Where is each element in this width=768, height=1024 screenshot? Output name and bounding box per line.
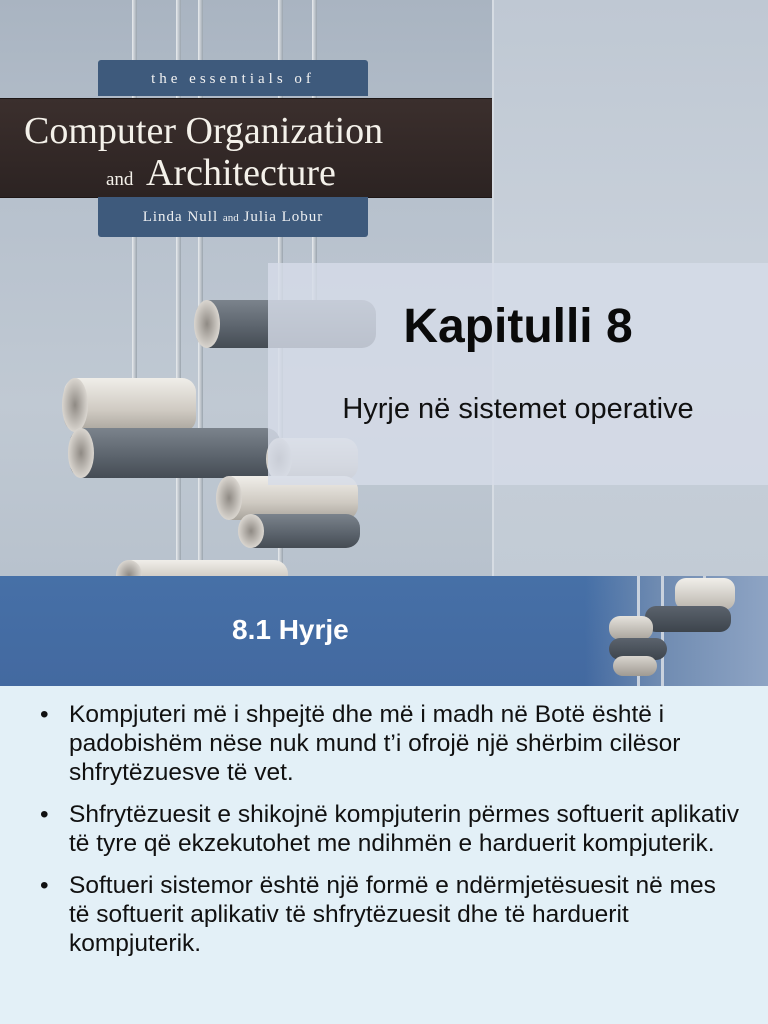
book-series-label: the essentials of xyxy=(98,60,368,96)
section-header xyxy=(0,576,768,686)
bullet-list xyxy=(40,700,740,971)
bullet-item xyxy=(40,871,740,958)
bullet-item xyxy=(40,700,740,787)
content-slide xyxy=(0,576,768,1024)
author-1: Linda Null xyxy=(142,209,219,225)
chapter-subtitle: Hyrje në sistemet operative xyxy=(342,393,694,425)
book-title-line1: Computer Organization xyxy=(24,110,384,152)
header-decorative-photo xyxy=(585,576,768,686)
chapter-title: Kapitulli 8 xyxy=(403,300,633,353)
bullet-text: Softueri sistemor është një formë e ndërmjetësuesit në mes të softuerit aplikativ të shfrytëzuesit dhe të harduerit kompjuterik. xyxy=(69,872,716,957)
bullet-marker: • xyxy=(40,701,49,728)
bullet-text: Shfrytëzuesit e shikojnë kompjuterin përmes softuerit aplikativ të tyre që ekzekutohet me ndihmën e harduerit kompjuterik. xyxy=(69,801,739,857)
book-authors xyxy=(98,197,368,237)
author-joiner: and xyxy=(222,212,239,224)
bullet-marker: • xyxy=(40,872,49,899)
book-title-line2: Architecture xyxy=(146,152,336,194)
bullet-text: Kompjuteri më i shpejtë dhe më i madh në Botë është i padobishëm nëse nuk mund t’i ofrojë një shërbim cilësor shfrytëzuesve të vet. xyxy=(69,701,681,786)
bullet-marker: • xyxy=(40,801,49,828)
book-title-banner xyxy=(0,98,492,198)
section-title: 8.1 Hyrje xyxy=(232,614,349,645)
book-title-and: and xyxy=(106,169,134,190)
author-2: Julia Lobur xyxy=(243,209,324,225)
chapter-title-box xyxy=(268,263,768,485)
bullet-item xyxy=(40,800,740,858)
